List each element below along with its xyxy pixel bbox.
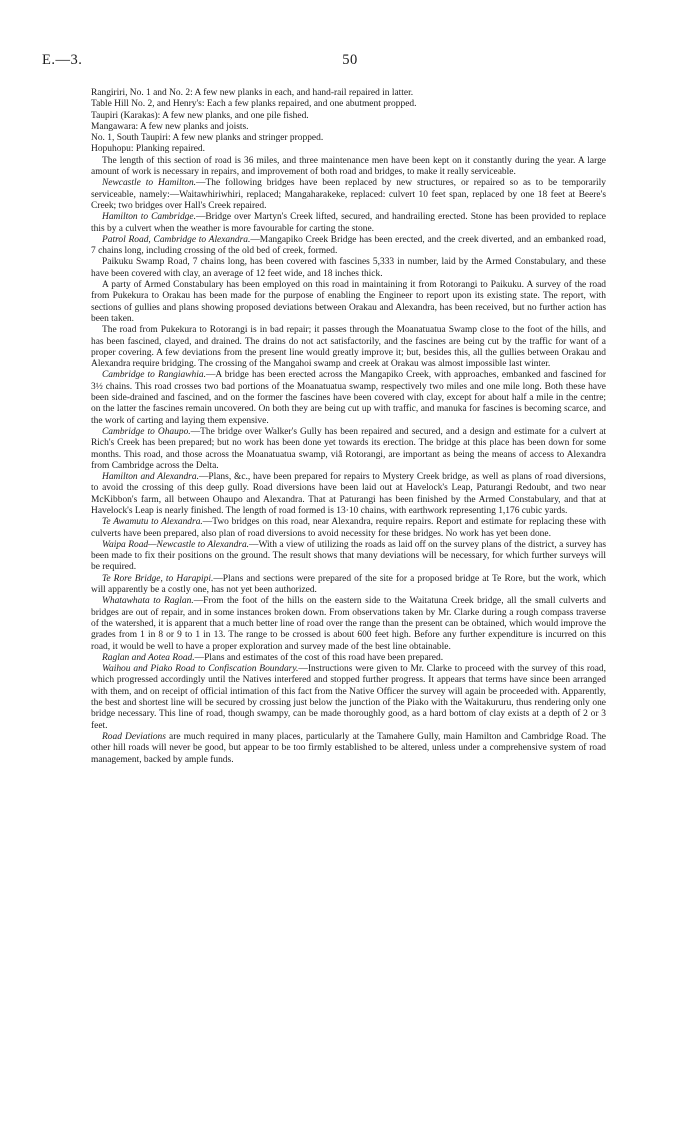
bridge-list-item: No. 1, South Taupiri: A few new planks and stringer propped. [91,133,324,144]
paragraph-heading: Newcastle to Hamilton. [102,178,197,189]
paragraph [91,370,606,426]
paragraph-text: —A bridge has been erected across the Mangapiko Creek, with approaches, embanked and fascined for 3½ chains. This road crosses two bad portions of the Moanatuatua swamp, respectively two miles and one mile long. Both these have been side-drained and fascined, and on the former the fascines have been covered with clay, except for about half a mile in the centre; on the latter the fascines remain uncovered. On both they are being cut up with traffic, and manuka for fascines is becoming scarce, and the work of carting and laying them expensive. [91,370,606,426]
paragraph-heading: Whatawhata to Raglan. [102,596,194,607]
page-number: 50 [342,52,358,68]
paragraph-text: —Plans and sections were prepared of the site for a proposed bridge at Te Rore, but the work, which will apparently be a costly one, has not yet been authorized. [91,573,606,596]
paragraph [91,257,606,280]
bridge-list-item: Rangiriri, No. 1 and No. 2: A few new planks in each, and hand-rail repaired in latter. [91,88,414,98]
paragraph [91,732,606,766]
paragraph [91,574,606,597]
paragraph-heading: Hamilton and Alexandra. [102,472,199,483]
paragraph [91,517,606,540]
paragraph [91,280,606,325]
paragraph-text: A party of Armed Constabulary has been employed on this road in maintaining it from Rotorangi to Paikuku. A survey of the road from Pukekura to Orakau has been made for the purpose of enabling the Engineer to report upon its existing state. The report, with sections of gullies and plans showing proposed deviations between Orakau and Alexandra, has been received, but no further action has been taken. [91,280,606,324]
paragraph [91,156,606,179]
paragraph-text: —Bridge over Martyn's Creek lifted, secured, and handrailing erected. Stone has been provided to replace this by a culvert when the weather is more favourable for carting the stone. [91,212,606,234]
paragraph-text: —Instructions were given to Mr. Clarke to proceed with the survey of this road, which progressed accordingly until the Natives interfered and stopped further progress. It appears that terms have since been arranged with them, and on receipt of official intimation of this fact from the Native Officer the survey will again be proceeded with. Apparently, the best and shortest line will be secured by crossing just below the junction of the Piako with the Waitakururu, thus rendering only one bridge necessary. This line of road, though swampy, can be made thoroughly good, as a hard bottom of clay exists at a depth of 2 or 3 feet. [91,664,606,731]
paragraph-text: The length of this section of road is 36 miles, and three maintenance men have been kept on it constantly during the year. A large amount of work is necessary in repairs, and improvement of both road and bridges, to make it really serviceable. [91,155,606,178]
paragraph [91,472,606,517]
paragraph [91,235,606,258]
paragraph-heading: Te Rore Bridge, to Harapipi. [102,573,214,584]
paragraph-text: —Plans and estimates of the cost of this road have been prepared. [194,652,444,663]
paragraph-text: —The bridge over Walker's Gully has been repaired and secured, and a design and estimate for a culvert at Rich's Creek has been prepared; but no work has been done yet towards its erection. The bridge at this place has been down for some months. This road, and those across the Moanatuatua swamp, viâ Rotorangi, are important as being the means of access to Alexandra from Cambridge across the Delta. [91,426,607,471]
paragraph-text: The road from Pukekura to Rotorangi is in bad repair; it passes through the Moanatuatua Swamp close to the foot of the hills, and has been fascined, clayed, and drained. The drains do not act satisfactorily, and the fascines are being cut by the traffic for want of a proper covering. A few deviations from the present line would greatly improve it; but, besides this, all the gullies between Orakau and Alexandra require bridging. The crossing of the Mangahoi swamp and creek at Orakau was almost impossible last winter. [91,325,606,370]
paragraph-heading: Patrol Road, Cambridge to Alexandra. [102,234,251,245]
paragraph-text: —The following bridges have been replaced by new structures, or repaired so as to be temporarily serviceable, namely:—Waitawhiriwhiri, replaced; Mangaharakeke, replaced: culvert 10 feet span, replaced by one 18 feet at Beere's Creek; two bridges over Hall's Creek repaired. [91,178,606,211]
document-reference: E.—3. [42,52,83,68]
bridge-list-item: Table Hill No. 2, and Henry's: Each a few planks repaired, and one abutment propped. [91,99,417,110]
document-body [91,88,606,766]
paragraph-text: —Two bridges on this road, near Alexandra, require repairs. Report and estimate for replacing these with culverts have been prepared, also plan of road diversions to avoid necessity for these bridges. No work has yet been done. [91,517,607,539]
paragraph-heading: Waipa Road—Newcastle to Alexandra. [102,539,250,550]
paragraph [91,653,606,664]
paragraph [91,212,606,235]
paragraph [91,664,606,732]
bridge-list-item: Mangawara: A few new planks and joists. [91,121,249,132]
paragraph [91,596,606,652]
paragraph-heading: Te Awamutu to Alexandra. [102,517,203,528]
paragraph-text: —Plans, &c., have been prepared for repairs to Mystery Creek bridge, as well as plans of road diversions, to avoid the crossing of this deep gully. Road diversions have been laid out at Havelock's Leap, Paturangi Redoubt, and two near McKibbon's farm, all between Ohaupo and Alexandra. That at Paturangi has been finished by the Armed Constabulary, and that at Havelock's Leap is nearly finished. The length of road formed is 13·10 chains, with earthwork representing 1,176 cubic yards. [91,472,607,516]
paragraph-text: —With a view of utilizing the roads as laid off on the survey plans of the district, a survey has been made to fix their positions on the ground. The result shows that many deviations will be necessary, for which further surveys will be required. [91,539,606,573]
paragraph-heading: Hamilton to Cambridge. [102,212,196,223]
paragraph-heading: Raglan and Aotea Road. [102,652,195,663]
paragraph [91,540,606,574]
bridge-list-item: Taupiri (Karakas): A few new planks, and one pile fished. [91,110,309,121]
paragraph-text: Paikuku Swamp Road, 7 chains long, has been covered with fascines 5,333 in number, laid by the Armed Constabulary, and these have been covered with clay, an average of 12 feet wide, and 18 inches thick. [91,257,606,279]
paragraph-text: —Mangapiko Creek Bridge has been erected, and the creek diverted, and an embanked road, 7 chains long, including crossing of the old bed of creek, formed. [91,234,607,257]
paragraph-heading: Road Deviations [102,731,166,742]
paragraph-heading: Cambridge to Ohaupo. [102,426,191,437]
paragraph [91,427,606,472]
paragraph-text: —From the foot of the hills on the eastern side to the Waitatuna Creek bridge, all the small culverts and bridges are out of repair, and in some instances broken down. From observations taken by Mr. Clarke during a rough compass traverse of the watershed, it is apparent that a much better line of road over the range than the present can be obtained, which would improve the grades from 1 in 8 or 9 to 1 in 13. The range to be crossed is about 600 feet high. Before any further expenditure is incurred on this road, it would be well to have a proper exploration and survey made of the best line obtainable. [91,596,606,652]
paragraph-heading: Waihou and Piako Road to Confiscation Boundary. [102,664,299,675]
paragraph [91,325,606,370]
paragraph [91,178,606,212]
paragraph-text: are much required in many places, particularly at the Tamahere Gully, main Hamilton and Cambridge Road. The other hill roads will never be good, but appear to be too firmly established to be altered, unless under a comprehensive system of road management, backed by ample funds. [91,731,606,765]
bridge-list-item: Hopuhopu: Planking repaired. [91,144,206,155]
paragraph-heading: Cambridge to Rangiawhia. [102,370,206,381]
